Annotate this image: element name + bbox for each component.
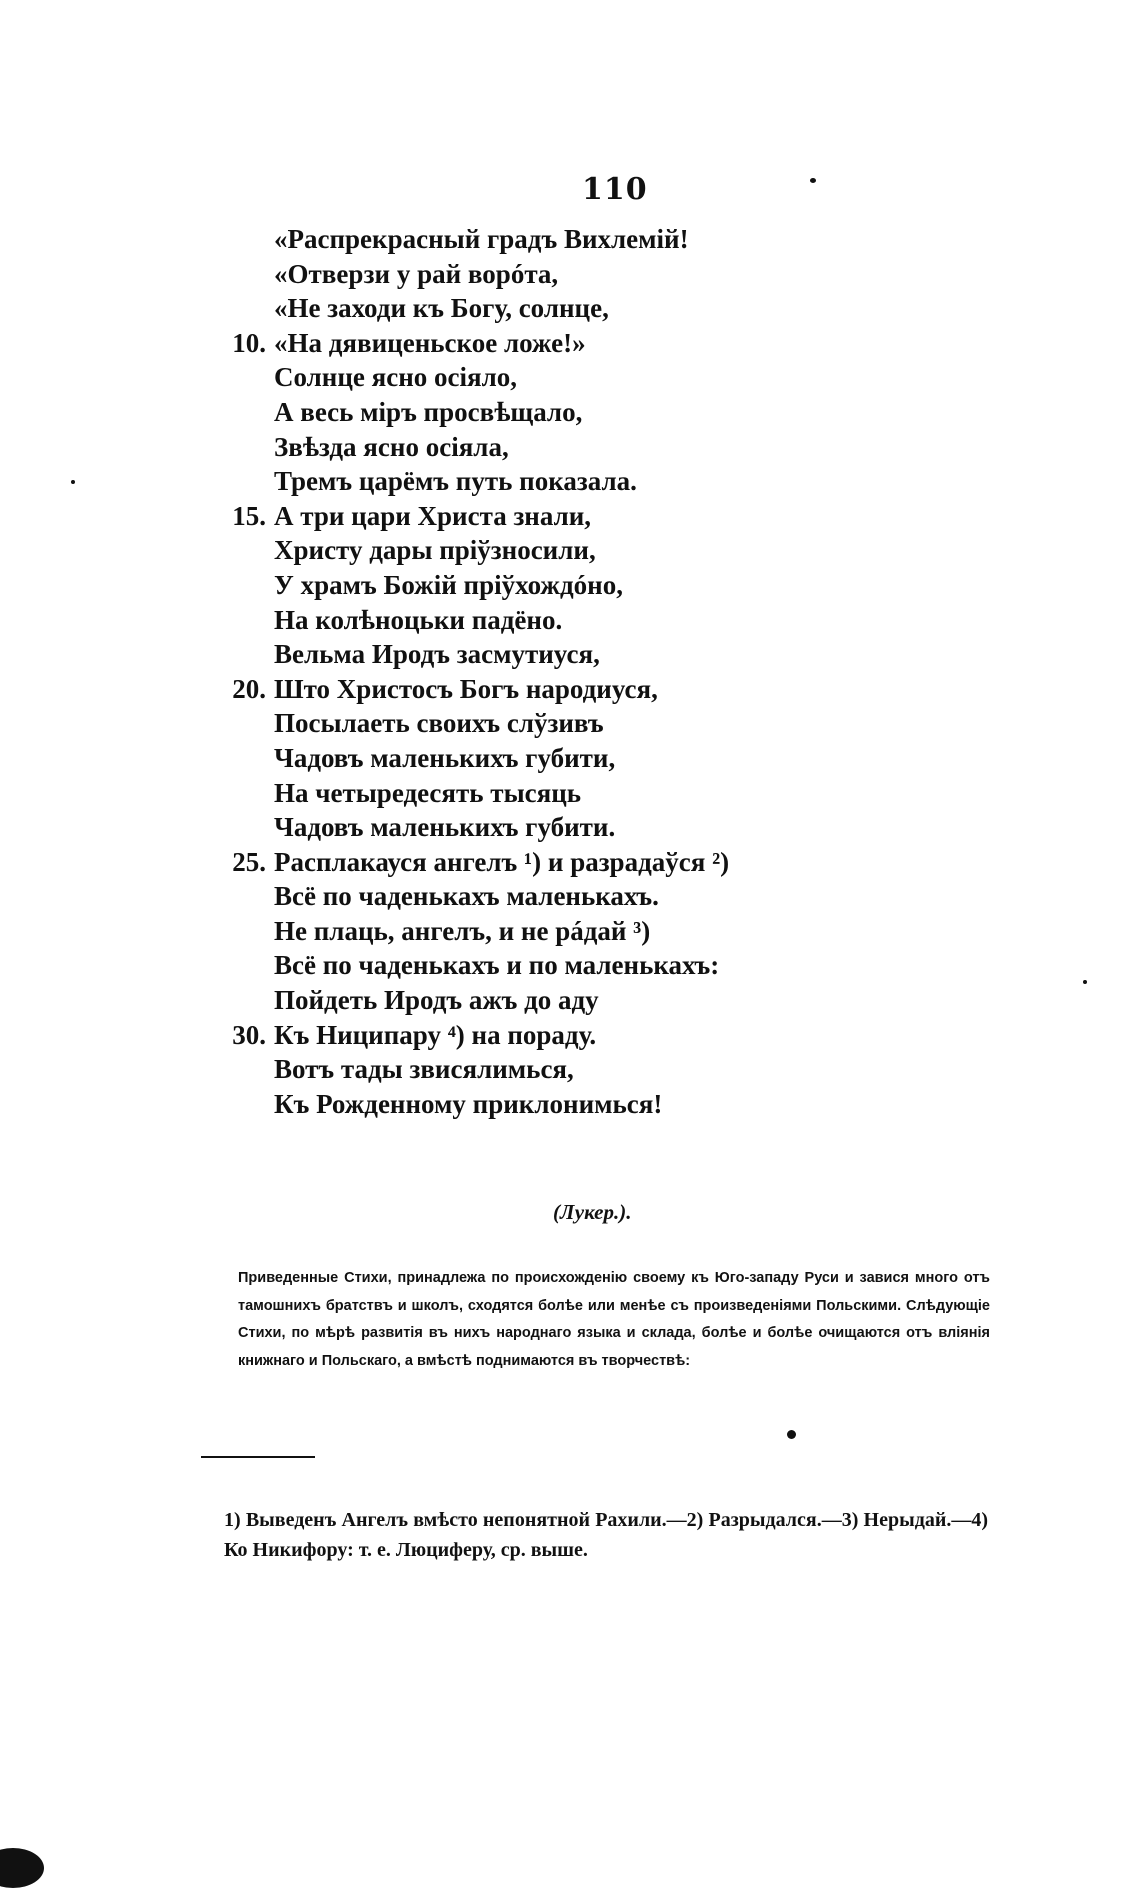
verse-line [0,914,1140,949]
verse-line [0,360,1140,395]
line-text: Звѣзда ясно осіяла, [274,431,509,462]
line-number: 10. [232,327,266,358]
commentary-paragraph: Приведенные Стихи, принадлежа по происхожденію своему къ Юго-западу Руси и завися много отъ тамошнихъ братствъ и школъ, сходятся болѣе или менѣе съ произведеніями Польскими. Слѣдующіе Стихи, по мѣрѣ развитія въ нихъ народнаго языка и склада, болѣе и болѣе очищаются отъ вліянія книжнаго и Польскаго, а вмѣстѣ поднимаются въ творчествѣ: [238,1270,990,1369]
scan-speck [1083,980,1087,984]
verse-line [0,291,1140,326]
line-text: Чадовъ маленькихъ губити, [274,742,616,773]
line-text: «Не заходи къ Богу, солнце, [274,293,609,324]
line-text: Чадовъ маленькихъ губити. [274,812,616,843]
verse-line [0,430,1140,465]
line-number: 25. [232,846,266,877]
line-number: 20. [232,673,266,704]
verse-line [0,533,1140,568]
line-text: Пойдеть Иродъ ажъ до аду [274,985,599,1016]
verse-line [0,326,1140,361]
line-text: «Отверзи у рай ворóта, [274,258,559,289]
line-text: Не плаць, ангелъ, и не páдай ³) [274,915,651,946]
verse-line [0,1018,1140,1053]
verse-line [0,1052,1140,1087]
verse-line [0,879,1140,914]
line-text: У храмъ Божій пріўхождóно, [274,569,623,600]
verse-line [0,222,1140,257]
verse-line [0,568,1140,603]
line-text: Солнце ясно осіяло, [274,362,518,393]
line-text: На четыредесять тысяць [274,777,582,808]
verse-line [0,983,1140,1018]
verse-line [0,1087,1140,1122]
line-text: Тремъ царёмъ путь показала. [274,466,637,497]
verse-line [0,810,1140,845]
verse-line [0,706,1140,741]
scan-speck [0,1848,44,1888]
verse-line [0,776,1140,811]
verse-line [0,257,1140,292]
line-number: 30. [232,1019,266,1050]
line-text: Всё по чаденькахъ маленькахъ. [274,881,659,912]
line-text: Вельма Иродъ засмутиуся, [274,639,600,670]
line-text: Къ Рожденному приклонимься! [274,1088,663,1119]
verse-line [0,845,1140,880]
line-text: «Распрекрасный градъ Вихлемій! [274,224,689,254]
scan-speck [787,1430,796,1439]
line-number: 15. [232,500,266,531]
attribution: (Лукер.). [553,1200,632,1224]
line-text: Къ Ниципару ⁴) на пораду. [274,1019,597,1050]
footnote-divider [201,1456,315,1458]
verse-line [0,672,1140,707]
line-text: Христу дары пріўзносили, [274,535,596,566]
line-text: Вотъ тады звисялимься, [274,1054,574,1085]
scan-speck [810,178,816,183]
verse-line [0,741,1140,776]
line-text: Расплакауся ангелъ ¹) и разрадаўся ²) [274,846,730,877]
line-text: А три цари Христа знали, [274,500,592,531]
page-number: 110 [582,172,648,207]
line-text: Всё по чаденькахъ и по маленькахъ: [274,950,720,981]
poem [0,222,1140,1121]
footnotes: 1) Выведенъ Ангелъ вмѣсто непонятной Рахили.—2) Разрыдался.—3) Нерыдай.—4) Ко Никифору: т. е. Люциферу, ср. выше. [224,1509,988,1561]
scan-speck [71,480,75,484]
verse-line [0,499,1140,534]
line-text: Посылаеть своихъ слўзивъ [274,708,604,739]
verse-line [0,464,1140,499]
line-text: «На дявиценьское ложе!» [274,327,586,358]
verse-line [0,948,1140,983]
line-text: Што Христосъ Богъ народиуся, [274,673,658,704]
verse-line [0,603,1140,638]
verse-line [0,395,1140,430]
line-text: На колѣноцьки падёно. [274,604,563,635]
line-text: А весь міръ просвѣщало, [274,396,583,427]
verse-line [0,637,1140,672]
